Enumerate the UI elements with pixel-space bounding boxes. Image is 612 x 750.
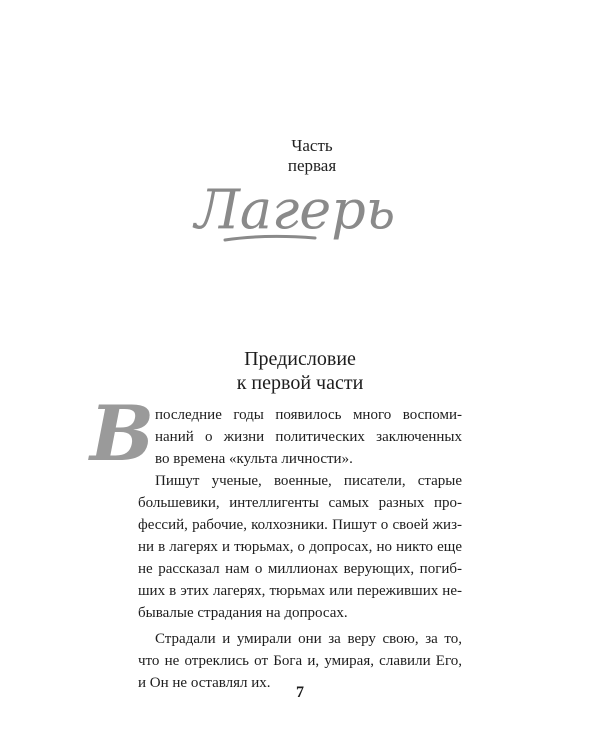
text-line: ших в этих лагерях, тюрьмах или переживших не- <box>138 583 462 599</box>
text-line: фессий, рабочие, колхозники. Пишут о своей жиз- <box>138 517 462 533</box>
text-line: Страдали и умирали они за веру свою, за то, <box>155 631 462 647</box>
chapter-title-line-1: Предисловие <box>244 348 356 370</box>
text-line: и Он не оставлял их. <box>138 675 271 691</box>
drop-cap <box>89 389 155 478</box>
text-line: Пишут ученые, военные, писатели, старые <box>155 473 462 489</box>
part-label-word-1: Часть <box>291 136 333 155</box>
text-line: наний о жизни политических заключенных <box>155 429 462 445</box>
text-line: последние годы появилось много воспоми- <box>155 407 462 423</box>
part-title-text: Лагерь <box>194 178 396 241</box>
text-line: ни в лагерях и тюрьмах, о допросах, но никто еще <box>138 539 462 555</box>
text-line: во времена «культа личности». <box>155 451 353 467</box>
text-line: не рассказал нам о миллионах верующих, погиб- <box>138 561 462 577</box>
text-line: что не отреклись от Бога и, умирая, славили Его, <box>138 653 462 669</box>
text-line: бывалые страдания на допросах. <box>138 605 348 621</box>
text-line: большевики, интеллигенты самых разных про- <box>138 495 462 511</box>
chapter-title-line-2: к первой части <box>236 372 364 394</box>
part-title-script <box>194 170 396 250</box>
page-number: 7 <box>296 684 304 701</box>
drop-cap-letter: В <box>89 389 155 478</box>
part-label-word-2: первая <box>287 156 337 175</box>
